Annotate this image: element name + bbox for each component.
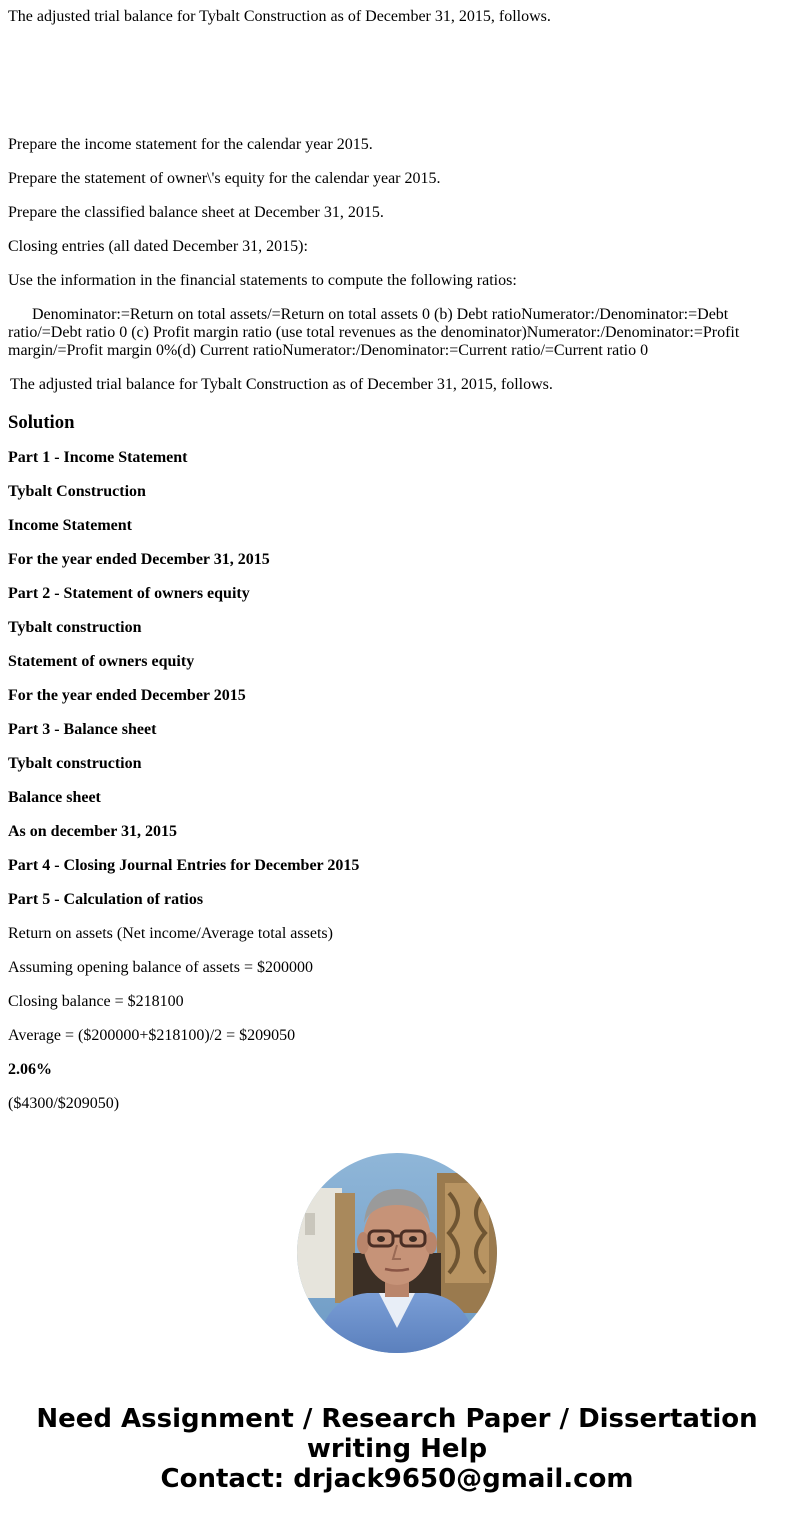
task-income: Prepare the income statement for the calendar year 2015. xyxy=(8,136,373,153)
part2-statement: Statement of owners equity xyxy=(8,653,195,670)
part3-company: Tybalt construction xyxy=(8,755,142,772)
part5-title: Part 5 - Calculation of ratios xyxy=(8,891,204,908)
promo-line-1: Need Assignment / Research Paper / Dissertation xyxy=(36,1404,758,1434)
part1-title: Part 1 - Income Statement xyxy=(8,449,188,466)
task-ratios: Use the information in the financial statements to compute the following ratios: xyxy=(8,272,517,289)
task-closing: Closing entries (all dated December 31, 2015): xyxy=(8,238,308,255)
image-placeholder xyxy=(8,26,786,136)
document-body xyxy=(8,0,786,1123)
part2-period: For the year ended December 2015 xyxy=(8,687,246,704)
roa-label: Return on assets (Net income/Average total assets) xyxy=(8,925,333,942)
roa-calc: ($4300/$209050) xyxy=(8,1095,120,1112)
promo-banner xyxy=(0,1123,794,1523)
roa-result: 2.06% xyxy=(8,1061,52,1078)
solution-heading: Solution xyxy=(8,412,75,433)
part3-statement: Balance sheet xyxy=(8,789,101,806)
closing-balance: Closing balance = $218100 xyxy=(8,993,184,1010)
promo-line-2: writing Help xyxy=(306,1434,488,1464)
part3-period: As on december 31, 2015 xyxy=(8,823,178,840)
promo-contact: Contact: drjack9650@gmail.com xyxy=(160,1464,634,1494)
task-balance: Prepare the classified balance sheet at December 31, 2015. xyxy=(8,204,384,221)
avatar-portrait xyxy=(297,1153,497,1353)
part4-title: Part 4 - Closing Journal Entries for December 2015 xyxy=(8,857,360,874)
part2-title: Part 2 - Statement of owners equity xyxy=(8,585,250,602)
avatar xyxy=(297,1153,497,1353)
opening-balance: Assuming opening balance of assets = $200000 xyxy=(8,959,313,976)
average-balance: Average = ($200000+$218100)/2 = $209050 xyxy=(8,1027,296,1044)
promo-text xyxy=(0,1404,794,1494)
ratios-text: Denominator:=Return on total assets/=Return on total assets 0 (b) Debt ratioNumerator:/Denominator:=Debt ratio/=Debt ratio 0 (c) Profit margin ratio (use total revenues as the denominator)Numerator:/Denominator:=Profit margin/=Profit margin 0%(d) Current ratioNumerator:/Denominator:=Current ratio/=Current ratio 0 xyxy=(8,306,740,359)
part1-period: For the year ended December 31, 2015 xyxy=(8,551,270,568)
part1-company: Tybalt Construction xyxy=(8,483,146,500)
part3-title: Part 3 - Balance sheet xyxy=(8,721,157,738)
part2-company: Tybalt construction xyxy=(8,619,142,636)
intro-text: The adjusted trial balance for Tybalt Construction as of December 31, 2015, follows. xyxy=(8,8,551,25)
task-equity: Prepare the statement of owner\'s equity for the calendar year 2015. xyxy=(8,170,441,187)
part1-statement: Income Statement xyxy=(8,517,132,534)
intro-repeat: The adjusted trial balance for Tybalt Construction as of December 31, 2015, follows. xyxy=(10,376,553,393)
